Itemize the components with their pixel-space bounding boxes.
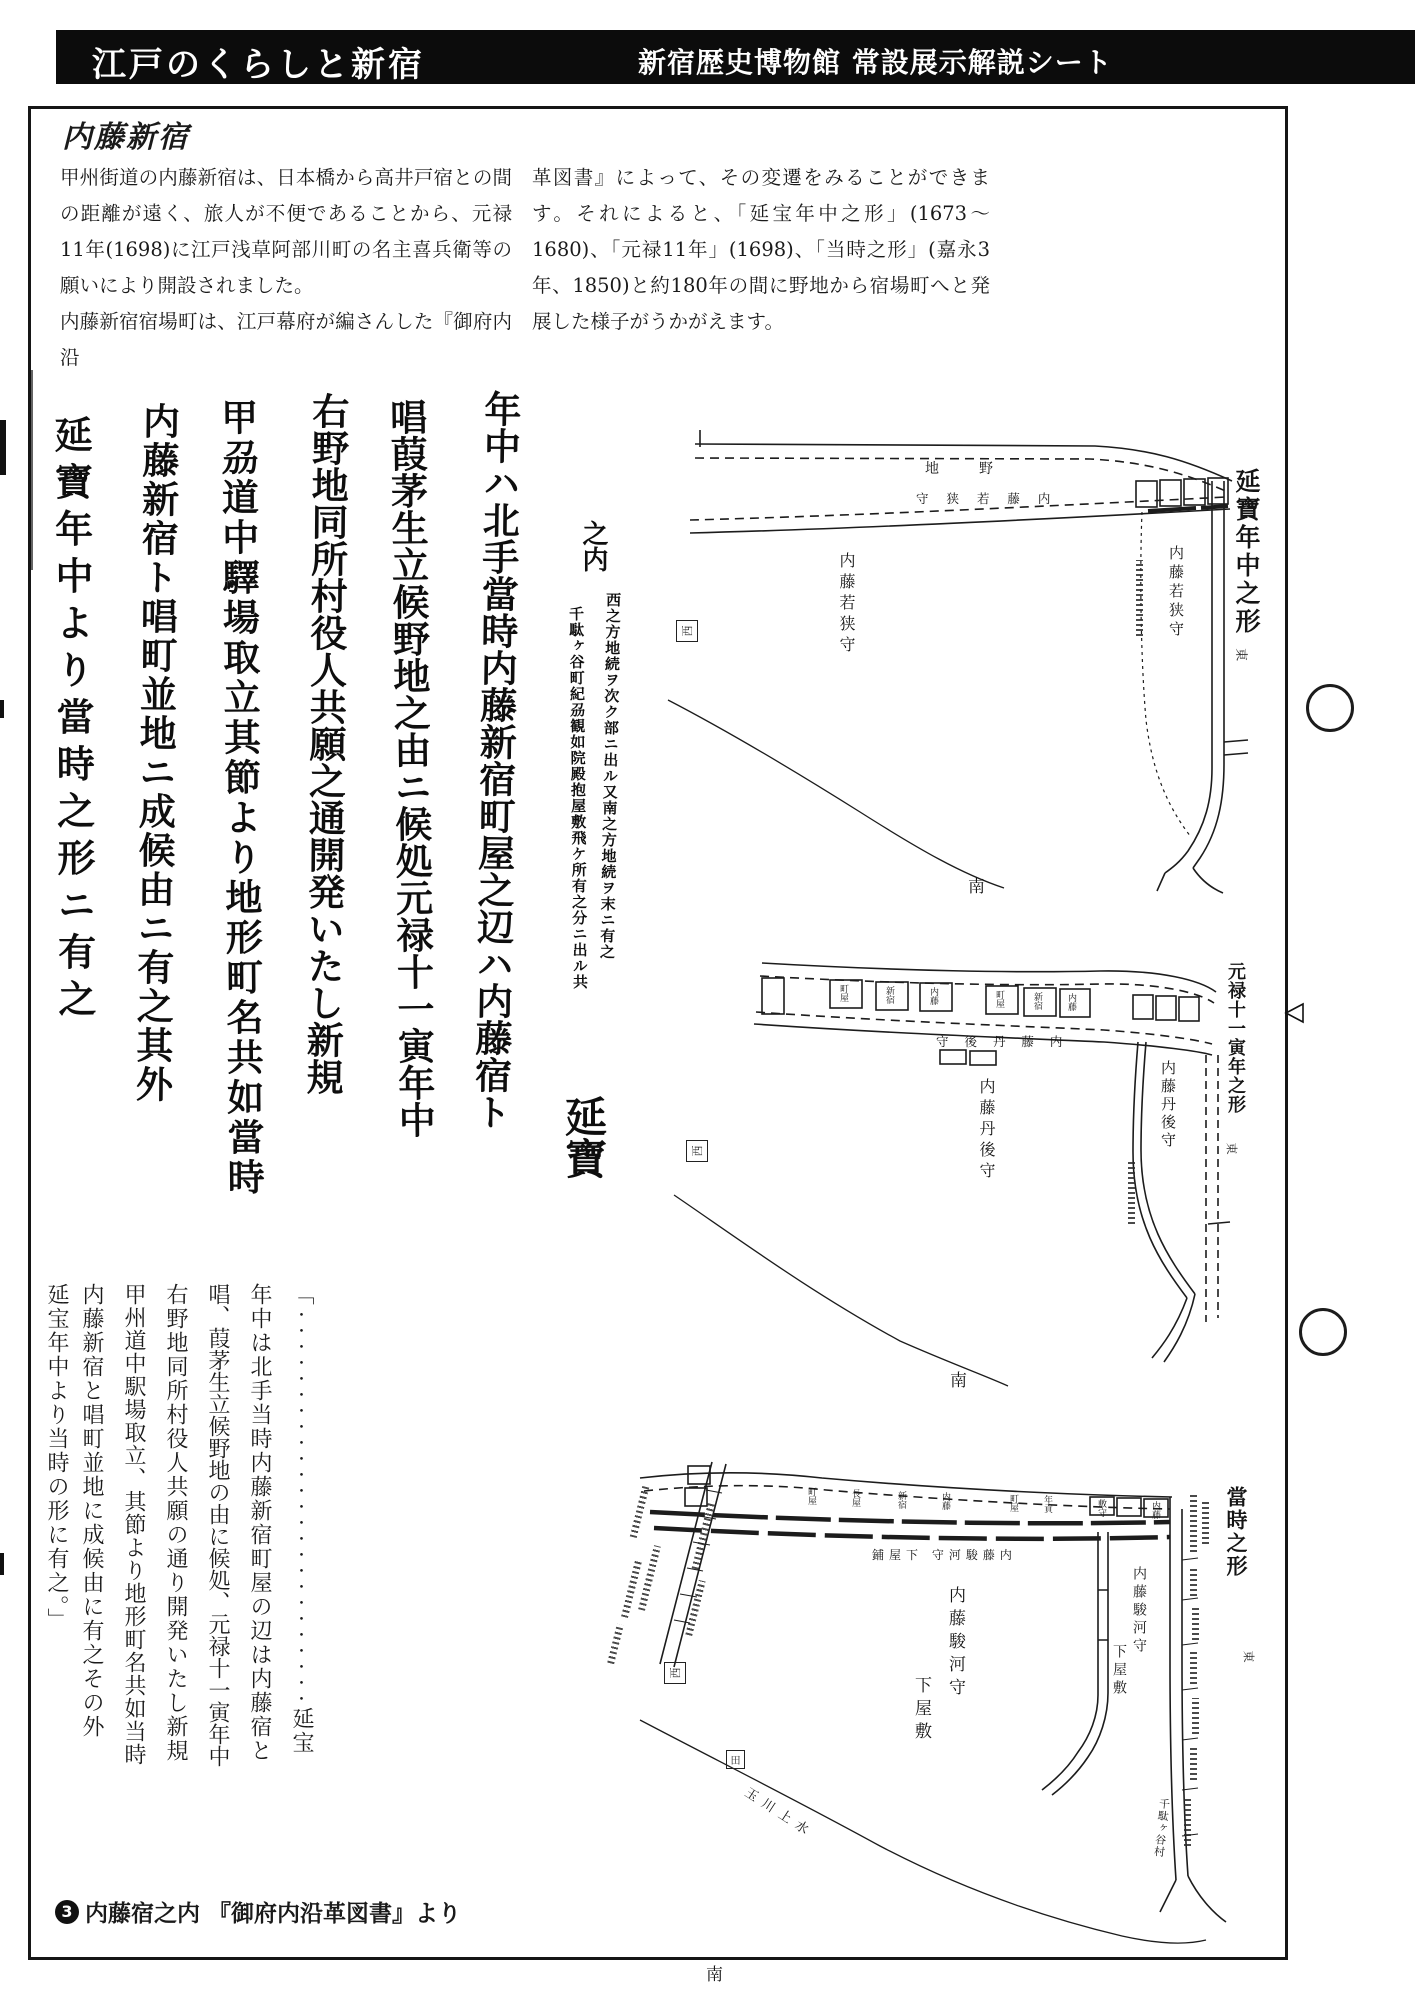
figure-caption xyxy=(55,1895,461,1928)
map3-plot-label: 内藤 xyxy=(1150,1501,1160,1519)
tiny-illegible-text xyxy=(1192,1698,1199,1734)
map2-plot-label: 新宿 xyxy=(1032,992,1042,1010)
header-bar xyxy=(56,30,1415,84)
transcription-column-6: 内藤新宿と唱町並地に成候由に有之その外 xyxy=(79,1283,104,1739)
manuscript-quote-start: 延寶 xyxy=(559,1095,608,1179)
tiny-illegible-text xyxy=(1136,560,1143,636)
transcription-column-3: 唱、葭茅生立候野地の由に候処、元禄十一寅年中 xyxy=(205,1283,230,1767)
map2-plot-label: 町屋 xyxy=(838,984,848,1002)
tiny-illegible-text xyxy=(1190,1746,1197,1780)
map3-title: 當時之形 xyxy=(1224,1486,1249,1578)
map3-river-label-tamagawa-josui: 玉川上水 xyxy=(741,1785,817,1842)
map3-plot-label: 年貢 xyxy=(1042,1495,1052,1513)
manuscript-column-1: 年中ハ北手當時内藤新宿町屋之辺ハ内藤宿ト xyxy=(467,389,523,1131)
map3-plot-label: 町屋 xyxy=(806,1487,816,1505)
map3-plot-label: 新宿 xyxy=(896,1491,906,1509)
caption-text: 内藤宿之内 『御府内沿革図書』より xyxy=(85,1901,462,1927)
map1-area-label-right: 内藤若狭守 xyxy=(1167,545,1185,640)
section-heading: 内藤新宿 xyxy=(62,120,190,155)
map2-plot-label: 内藤 xyxy=(1066,993,1076,1011)
map3-field-box-label xyxy=(726,1750,745,1769)
map1-compass-west-character: 西 xyxy=(681,625,694,637)
map3-plot-label: 内藤 xyxy=(940,1492,950,1510)
transcription-open-quote: 「 xyxy=(289,1283,314,1307)
map2-title: 元禄十一寅年之形 xyxy=(1225,962,1246,1114)
transcription-column-4: 右野地同所村役人共願の通り開発いたし新規 xyxy=(163,1283,188,1763)
tiny-illegible-text xyxy=(1128,1160,1135,1224)
map3-plot-label: 長屋 xyxy=(850,1489,860,1507)
tiny-illegible-text xyxy=(1184,1796,1191,1846)
map3-road-label-naito-surugnokami-shimoyashiki: 鋪屋下 守河駿藤内 xyxy=(872,1548,1017,1562)
map1-road-label-noji: 地 野 xyxy=(925,461,1006,477)
caption-number-badge: 3 xyxy=(55,1900,79,1924)
map3-plot-label: 敷守 xyxy=(1096,1499,1106,1517)
paragraph-2-right: 革図書』によって、その変遷をみることができます。それによると、「延宝年中之形」(1673〜1680)、「元禄11年」(1698)、「当時之形」(嘉永3年、1850)と約180年の間に野地から宿場町へと発展した様子がうかがえます。 xyxy=(532,166,990,333)
registration-triangle-mark xyxy=(1286,1004,1303,1022)
map3-village-label-sendagaya: 千駄ヶ谷村 xyxy=(1151,1797,1172,1859)
map2-plot-label: 内藤 xyxy=(928,987,938,1005)
tiny-illegible-text xyxy=(1202,1500,1209,1544)
manuscript-column-3: 右野地同所村役人共願之通開発いたし新規 xyxy=(299,391,351,1096)
paragraph-1: 甲州街道の内藤新宿は、日本橋から高井戸宿との間の距離が遠く、旅人が不便であることから、元禄11年(1698)に江戸浅草阿部川町の名主喜兵衛等の願いにより開設されました。 xyxy=(60,166,512,297)
map1-road-label-naito-wakasanokami: 守 狭 若 藤 内 xyxy=(916,491,1058,506)
body-column-left xyxy=(60,160,512,376)
scan-artifact xyxy=(0,1553,4,1575)
map3-compass-east: 東 xyxy=(1241,1650,1256,1663)
map3-south-label: 南 xyxy=(706,1965,723,1985)
map3-compass-west xyxy=(664,1662,686,1684)
transcription-column-5: 甲州道中駅場取立、其節より地形町名共如当時 xyxy=(121,1283,146,1766)
manuscript-column-4: 甲刕道中驛場取立其節より地形町名共如當時 xyxy=(214,397,266,1199)
map2-plot-label: 新宿 xyxy=(884,986,894,1004)
map3-plot-label: 町屋 xyxy=(1008,1494,1018,1512)
map2-road-label-naito-tangonokami: 守 後 丹 藤 内 xyxy=(936,1034,1069,1049)
body-column-right xyxy=(532,160,990,340)
transcription-ellipsis-dots: ・・・・・・・・・・・・・・・・・・・・・・・・・ xyxy=(292,1307,310,1707)
manuscript-column-2: 唱葭茅生立候野地之由ニ候処元禄十一寅年中 xyxy=(383,397,437,1139)
transcription-column-1 xyxy=(290,1283,312,1755)
scan-artifact xyxy=(0,700,4,718)
map2-plot-label: 町屋 xyxy=(994,990,1004,1008)
map2-compass-west xyxy=(686,1140,708,1162)
map2-area-label-right: 内藤丹後守 xyxy=(1159,1060,1177,1150)
manuscript-intro-right-column: 西之方地続ヲ次ク部ニ出ル又南之方地続ヲ末ニ有之 xyxy=(597,591,623,961)
map1-area-label-center: 内藤若狭守 xyxy=(837,552,856,657)
map3-compass-west-character: 西 xyxy=(669,1667,682,1679)
transcription-col1-end: 延宝 xyxy=(289,1707,314,1755)
map3-area-label-center-1: 内藤駿河守 xyxy=(945,1586,965,1701)
tiny-illegible-text xyxy=(1190,1566,1197,1596)
scan-artifact xyxy=(0,420,6,475)
tiny-illegible-text xyxy=(1190,1492,1197,1552)
map1-compass-east: 東 xyxy=(1232,647,1249,662)
transcription-column-7: 延宝年中より当時の形に有之。」 xyxy=(44,1283,69,1632)
scan-artifact xyxy=(30,370,33,570)
manuscript-column-5: 内藤新宿ト唱町並地ニ成候由ニ有之其外 xyxy=(129,401,181,1105)
punch-hole xyxy=(1306,684,1354,732)
map3-area-label-right-1: 内藤駿河守 xyxy=(1131,1566,1147,1656)
manuscript-intro-heading: 之内 xyxy=(578,520,608,572)
map1-compass-west xyxy=(676,620,698,642)
map3-area-label-center-2: 下屋敷 xyxy=(911,1676,931,1745)
map3-field-character: 田 xyxy=(730,1756,741,1767)
transcription-column-2: 年中は北手当時内藤新宿町屋の辺は内藤宿と xyxy=(247,1283,272,1763)
punch-hole xyxy=(1299,1308,1347,1356)
paragraph-2-left: 内藤新宿宿場町は、江戸幕府が編さんした『御府内沿 xyxy=(60,310,512,369)
header-subtitle: 新宿歴史博物館 常設展示解説シート xyxy=(638,46,1113,79)
manuscript-column-6: 延寶年中より當時之形ニ有之 xyxy=(47,414,98,1027)
tiny-illegible-text xyxy=(1192,1606,1199,1640)
map2-compass-west-character: 西 xyxy=(691,1145,704,1157)
map3-area-label-right-2: 下屋敷 xyxy=(1111,1644,1127,1698)
map2-south-label: 南 xyxy=(950,1371,967,1391)
page-title: 江戸のくらしと新宿 xyxy=(92,45,425,85)
manuscript-intro-left-column: 千駄ヶ谷町紀刕観如院殿抱屋敷飛ケ所有之分ニ出ル共 xyxy=(566,605,590,991)
map2-compass-east: 東 xyxy=(1224,1142,1239,1155)
map2-area-label-center: 内藤丹後守 xyxy=(977,1078,996,1183)
map1-south-label: 南 xyxy=(968,877,985,897)
map1-title: 延寶年中之形 xyxy=(1232,468,1261,636)
tiny-illegible-text xyxy=(1190,1652,1197,1684)
